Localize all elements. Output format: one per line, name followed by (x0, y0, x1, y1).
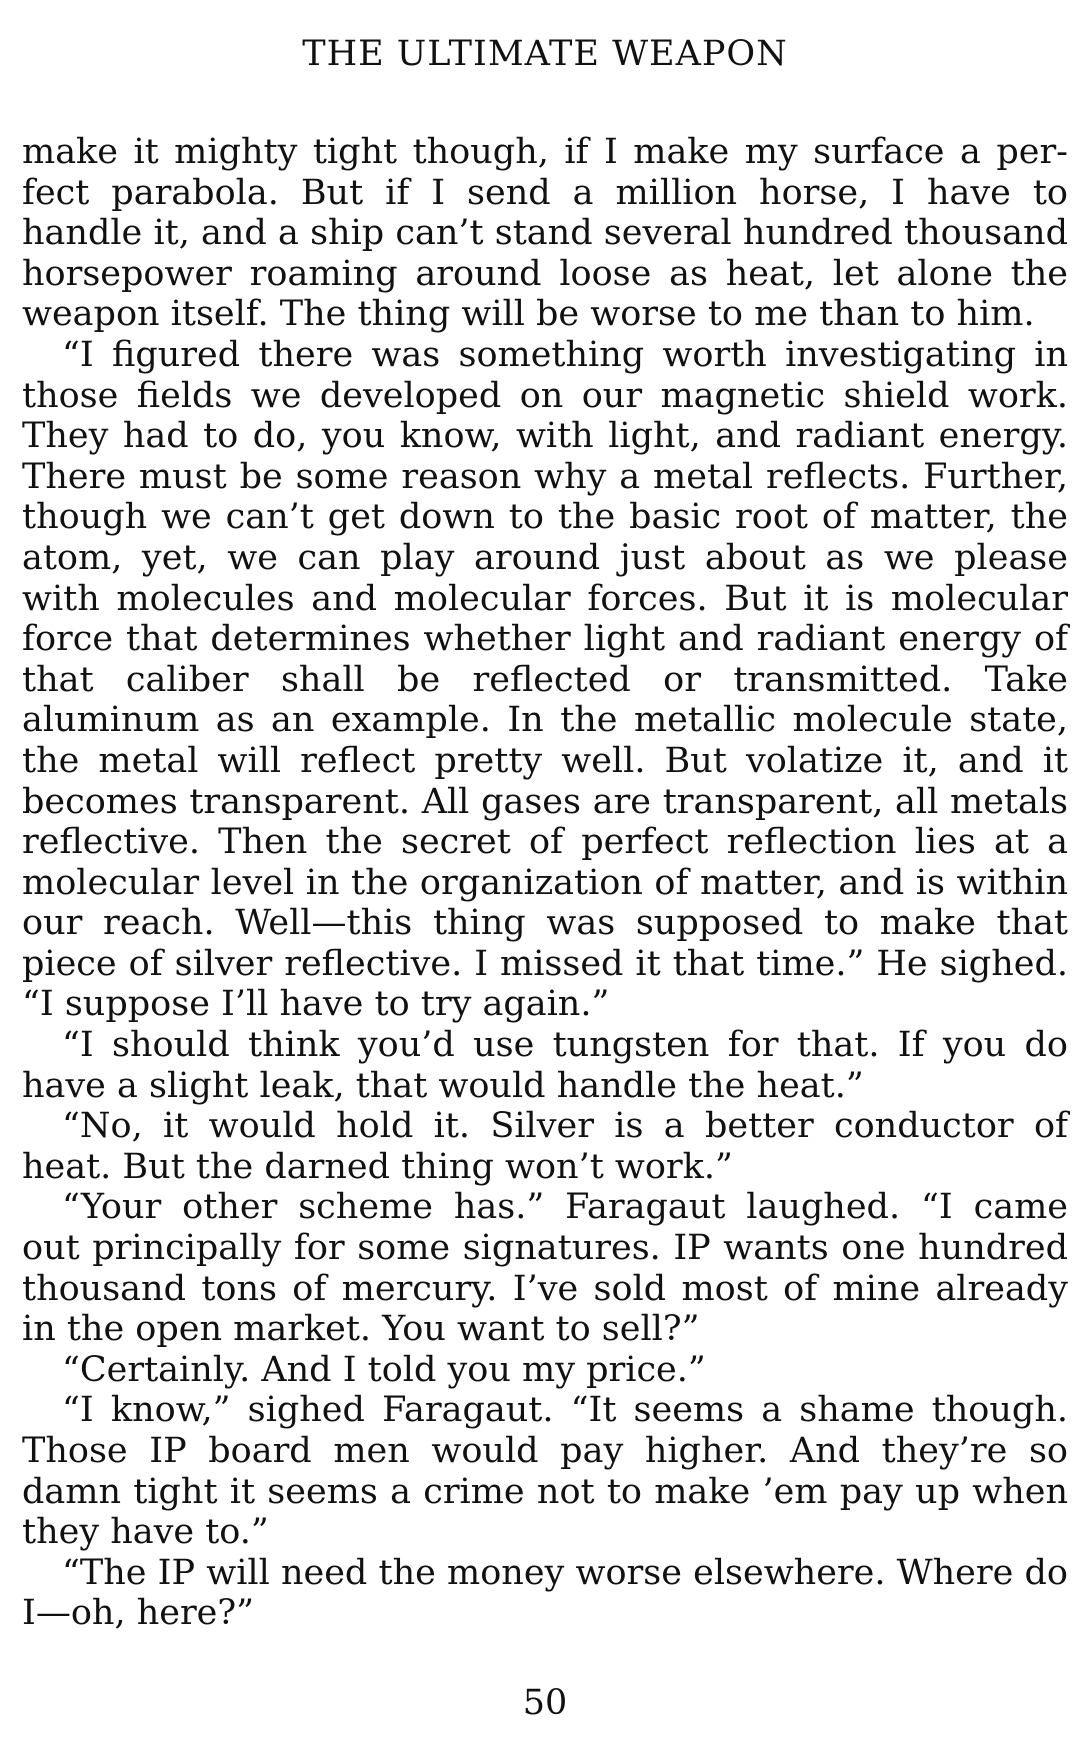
paragraph: “I know,” sighed Faragaut. “It seems a shame though. Those IP board men would pay higher. And they’re so damn tight it seems a crime not to make ’em pay up when they have to.” (22, 1390, 1068, 1553)
paragraph: “No, it would hold it. Silver is a better conductor of heat. But the darned thing won’t work.” (22, 1106, 1068, 1187)
paragraph: “Your other scheme has.” Faragaut laughed. “I came out principally for some signatures. IP wants one hundred thousand tons of mercury. I’ve sold most of mine already in the open market. You want to sell?” (22, 1187, 1068, 1350)
body-text (22, 132, 1068, 1634)
paragraph: “I should think you’d use tungsten for that. If you do have a slight leak, that would handle the heat.” (22, 1025, 1068, 1106)
paragraph: “Certainly. And I told you my price.” (62, 1349, 706, 1390)
paragraph: “The IP will need the money worse elsewhere. Where do I—oh, here?” (22, 1552, 1068, 1634)
page-number: 50 (522, 1683, 568, 1723)
book-page (22, 0, 1068, 1743)
paragraph: make it mighty tight though, if I make my surface a perfect parabola. But if I send a million horse, I have to handle it, and a ship can’t stand several hundred thousand horsepower roaming around loose as heat, let alone the weapon itself. The thing will be worse to me than to him. (22, 132, 1068, 335)
paragraph: “I figured there was something worth investigating in those fields we developed on our magnetic shield work. They had to do, you know, with light, and radiant energy. There must be some reason why a metal reflects. Further, though we can’t get down to the basic root of matter, the atom, yet, we can play around just about as we please with molecules and molecular forces. But it is molecular force that determines whether light and radiant energy of that caliber shall be reflected or transmitted. Take aluminum as an example. In the metallic molecule state, the metal will reflect pretty well. But volatize it, and it becomes transparent. All gases are transparent, all metals reflective. Then the secret of perfect reflection lies at a molecular level in the organization of matter, and is within our reach. Well—this thing was supposed to make that piece of silver reflective. I missed it that time.” He sighed. “I suppose I’ll have to try again.” (22, 334, 1068, 1025)
running-head: THE ULTIMATE WEAPON (302, 34, 788, 74)
